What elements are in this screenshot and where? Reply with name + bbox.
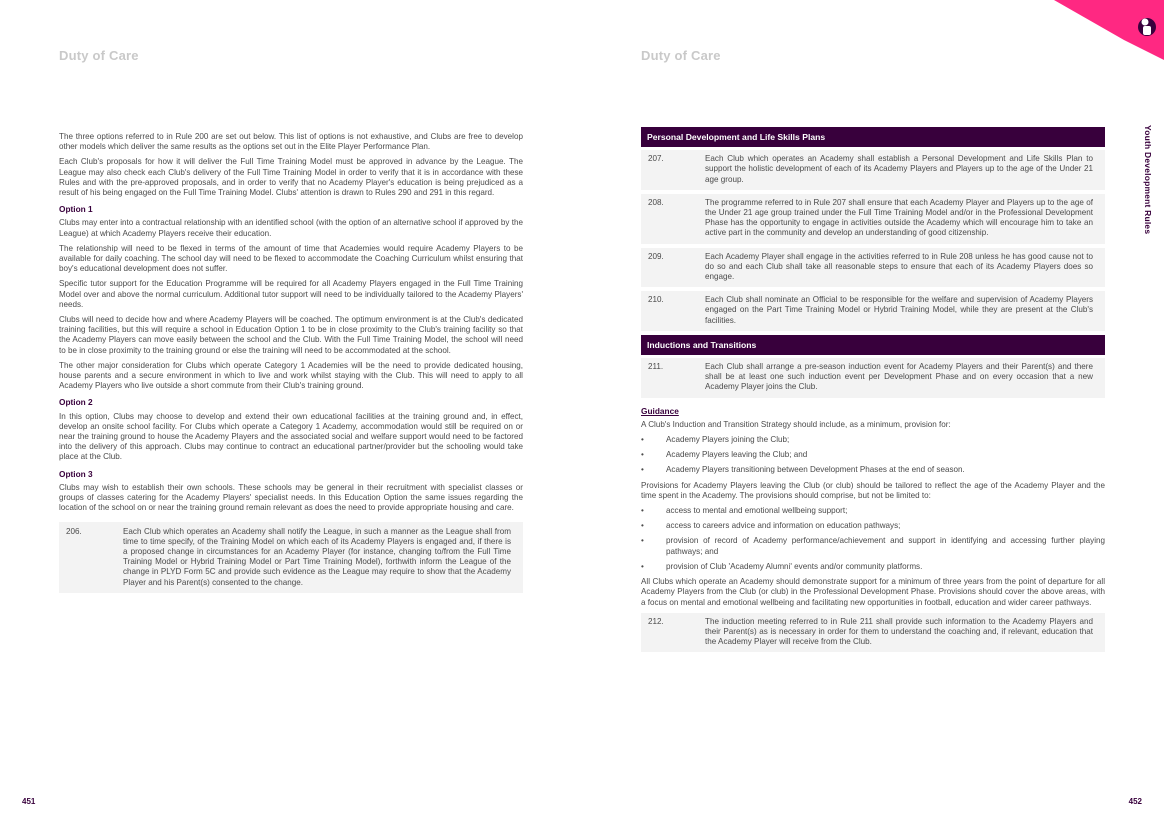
rule-text: Each Club which operates an Academy shall establish a Personal Development and Life Skills Plan to support the holistic development of each of its Academy Players and Players up to the age of the Under 21 age group. — [705, 154, 1093, 184]
rule-text: Each Club shall nominate an Official to be responsible for the welfare and supervision of Academy Players engaged on the Part Time Training Model or Hybrid Training Model, while they are present at the Club's facilities. — [705, 295, 1093, 325]
list-item: • provision of record of Academy performance/achievement and support in identifying and accessing further playing pathways; and — [641, 536, 1105, 556]
rule-text: The programme referred to in Rule 207 shall ensure that each Academy Player and Players up to the age of the Under 21 age group trained under the Full Time Training Model and/or in the Professional Development Phase has the opportunity to engage in activities outside the Academy which will encourage him to take an active part in the community and develop an understanding of good citizenship. — [705, 197, 1093, 238]
rule-text: Each Club which operates an Academy shall notify the League, in such a manner as the League shall from time to time specify, of the Training Model on which each of its Academy Players is engaged and, if there is a proposed change in circumstances for an Academy Player (for instance, changing to/from the Full Time Training Model or Hybrid Training Model or Part Time Training Model), forthwith inform the League of the change in PLYD Form 5C and provide such evidence as the League may require to show that the Academy Player and his Parent(s) consented to the change. — [123, 526, 511, 587]
rule-211 — [641, 358, 1105, 398]
guidance-heading: Guidance — [641, 405, 679, 416]
list-item: • Academy Players transitioning between Development Phases at the end of season. — [641, 465, 1105, 475]
intro-paragraph-2: Each Club's proposals for how it will deliver the Full Time Training Model must be approved in advance by the League. The League may also check each Club's delivery of the Full Time Training Model in order to verify that it is in accordance with these Rules and with the pre-approved proposals, and in order to verify that no Academy Player's education is being prejudiced as a result of his being engaged on the Full Time Training Model. Clubs' attention is drawn to Rules 290 and 291 in this regard. — [59, 157, 523, 198]
rule-206 — [59, 522, 523, 593]
rule-text: The induction meeting referred to in Rule 211 shall provide such information to the Academy Players and their Parent(s) as is necessary in order for them to understand the coaching and, if relevant, education that the Academy Player will receive from the Club. — [705, 616, 1093, 647]
section-inductions-title: Inductions and Transitions — [641, 335, 1105, 355]
rule-text: Each Club shall arrange a pre-season induction event for Academy Players and their Parent(s) and there shall be at least one such induction event per Development Phase and on every occasion that a new Academy Player joins the Club. — [705, 362, 1093, 392]
rule-text: Each Academy Player shall engage in the activities referred to in Rule 208 unless he has good cause not to do so and each Club shall take all reasonable steps to ensure that each of its Academy Players does so engage. — [705, 251, 1093, 282]
list-item: • access to careers advice and information on education pathways; — [641, 521, 1105, 531]
option-1-heading: Option 1 — [59, 204, 93, 215]
rule-209 — [641, 248, 1105, 288]
premier-league-lion-icon — [1024, 0, 1164, 60]
option-3-paragraph: Clubs may wish to establish their own schools. These schools may be general in their recruitment with specialist classes or groups of classes catering for the Academy Players' specialist needs. In this Education Option the same issues regarding the location of the school on or near the training ground remain relevant as does the need to provide appropriate housing and care. — [59, 482, 523, 513]
rule-208 — [641, 194, 1105, 244]
option-2-paragraph: In this option, Clubs may choose to develop and extend their own educational facilities at the training ground and, in effect, develop an onsite school facility. For Clubs which operate a Category 1 Academy, accommodation would still be required on or near the training ground to house the Academy Players and the associated social and welfare support would need to be factored into the delivery of this approach. Clubs may continue to contract an educational partner/provider but the schooling would take place at the Club. — [59, 411, 523, 462]
right-page — [582, 0, 1164, 826]
guidance-paragraph-3: All Clubs which operate an Academy should demonstrate support for a minimum of three years from the point of departure for all Academy Players from the Club (or club) in the Professional Development Phase. Provisions should cover the above areas, with a focus on mental and emotional wellbeing and facilitating new opportunities in football, education and wider career pathways. — [641, 577, 1105, 607]
side-label: Youth Development Rules — [1143, 125, 1153, 235]
option-1-paragraph: Clubs will need to decide how and where Academy Players will be coached. The optimum environment is at the Club's dedicated training facilities, but this will require a school in Education Option 1 to be in close proximity to the Club's training facility so that the Academy Players can move easily between the school and the Club. With the Full Time Training Model, the school will need to be in close proximity to the training ground or else the training will need to be accommodated at the school. — [59, 315, 523, 355]
rule-number: 209. — [648, 251, 664, 261]
list-item: • Academy Players leaving the Club; and — [641, 450, 1105, 460]
section-personal-development-title: Personal Development and Life Skills Plans — [641, 127, 1105, 147]
left-column — [59, 132, 523, 598]
rule-number: 212. — [648, 616, 664, 626]
running-head-right: Duty of Care — [641, 48, 721, 63]
rule-207 — [641, 150, 1105, 190]
rule-number: 210. — [648, 295, 664, 305]
option-1-paragraph: Specific tutor support for the Education Programme will be required for all Academy Players engaged in the Full Time Training Model over and above the normal curriculum. Additional tutor support will need to be individually tailored to the Academy Players' needs. — [59, 279, 523, 309]
option-2-heading: Option 2 — [59, 397, 93, 408]
right-column — [641, 127, 1105, 656]
option-1-paragraph: Clubs may enter into a contractual relationship with an identified school (with the option of an alternative school if approved by the League) at which Academy Players receive their education. — [59, 218, 523, 238]
page-number-left: 451 — [22, 797, 36, 806]
rule-number: 211. — [648, 362, 664, 372]
rule-number: 207. — [648, 154, 664, 164]
option-1-paragraph: The relationship will need to be flexed in terms of the amount of time that Academies would require Academy Players to be available for daily coaching. The school day will need to be flexed to accommodate the Coaching Curriculum whilst ensuring that boy's educational development does not suffer. — [59, 243, 523, 274]
running-head-left: Duty of Care — [59, 48, 139, 63]
rule-210 — [641, 291, 1105, 331]
list-item: • access to mental and emotional wellbeing support; — [641, 506, 1105, 516]
rule-212 — [641, 613, 1105, 653]
page-number-right: 452 — [1128, 797, 1142, 806]
intro-paragraph-1: The three options referred to in Rule 200 are set out below. This list of options is not exhaustive, and Clubs are free to develop other models which deliver the same results as the options set out in the Elite Player Performance Plan. — [59, 132, 523, 152]
list-item: • provision of Club 'Academy Alumni' events and/or community platforms. — [641, 562, 1105, 572]
guidance-list-1 — [641, 435, 1105, 476]
guidance-list-2 — [641, 506, 1105, 572]
rule-number: 206. — [66, 526, 82, 536]
rule-number: 208. — [648, 197, 664, 207]
option-1-paragraph: The other major consideration for Clubs which operate Category 1 Academies will be the need to provide dedicated housing, house parents and a secure environment in which to live and work whilst staying with the Club. This will need to apply to all Academy Players who live outside a short commute from their Club's training ground. — [59, 360, 523, 391]
option-3-heading: Option 3 — [59, 468, 93, 479]
list-item: • Academy Players joining the Club; — [641, 435, 1105, 445]
guidance-paragraph-2: Provisions for Academy Players leaving the Club (or club) should be tailored to reflect the age of the Academy Player and the time spent in the Academy. The provisions should comprise, but not be limited to: — [641, 480, 1105, 500]
guidance-intro: A Club's Induction and Transition Strategy should include, as a minimum, provision for: — [641, 419, 951, 429]
